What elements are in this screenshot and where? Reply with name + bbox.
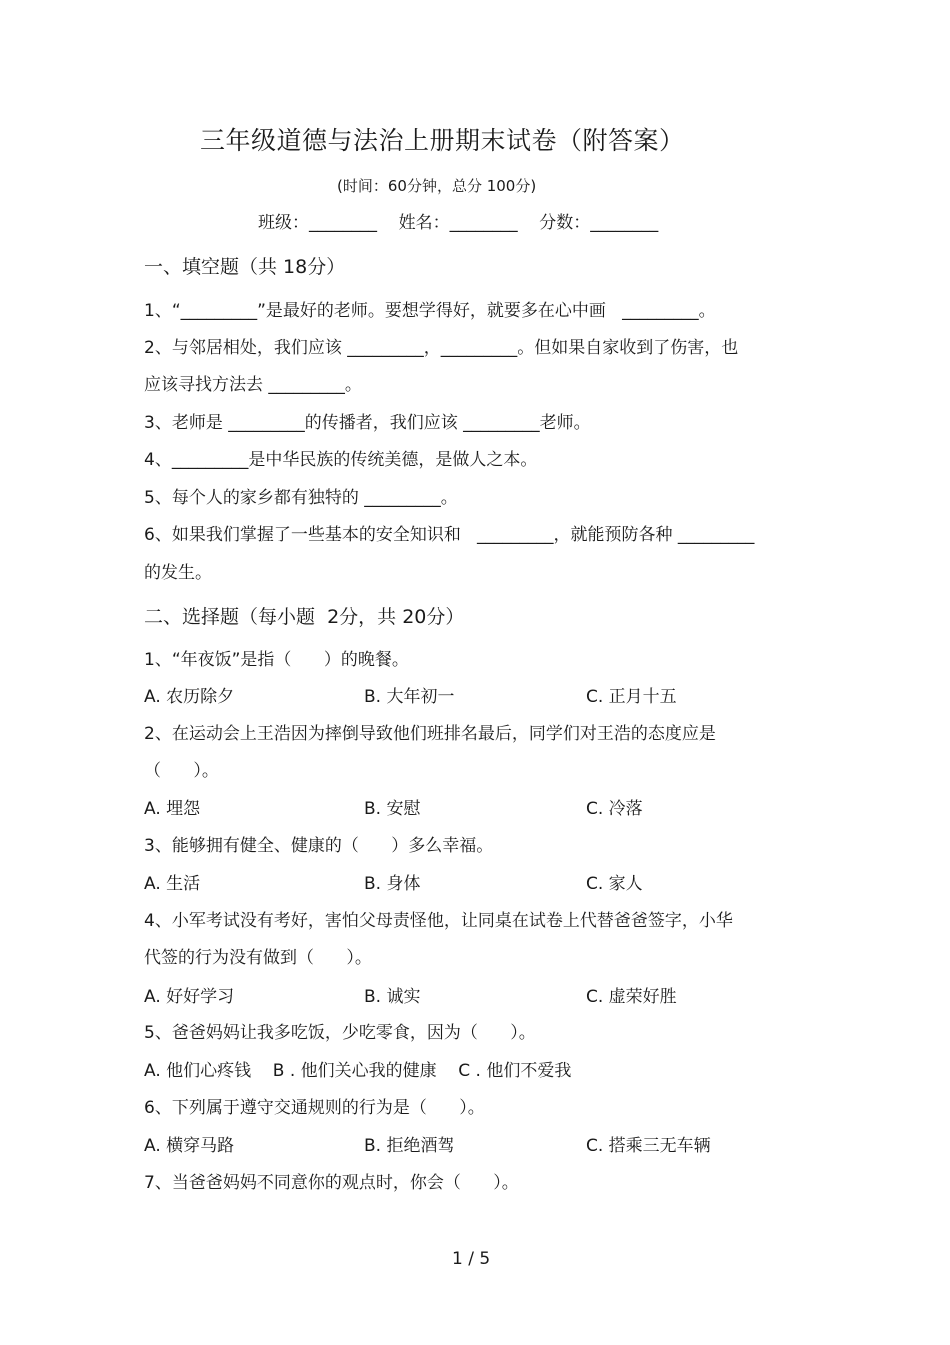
student-info-line: 班级：________ 姓名：________ 分数：________	[258, 213, 659, 233]
option-a: A. 横穿马路	[144, 1136, 235, 1156]
exam-time-note: (时间：60分钟，总分 100分)	[337, 177, 537, 195]
question-stem: 6、下列属于遵守交通规则的行为是（ ）。	[144, 1098, 485, 1118]
option-b: B. 安慰	[364, 799, 421, 819]
option-b: B. 身体	[364, 874, 421, 894]
option-a: A. 农历除夕	[144, 687, 235, 707]
question-stem-cont: （ ）。	[144, 761, 219, 781]
fill-blank-line: 4、_________是中华民族的传统美德，是做人之本。	[144, 450, 538, 470]
question-stem: 1、“年夜饭”是指（ ）的晚餐。	[144, 650, 409, 670]
fill-blank-line: 2、与邻居相处，我们应该 _________，_________。但如果自家收到了伤害，也	[144, 338, 739, 358]
fill-blank-line: 应该寻找方法去 _________。	[144, 375, 362, 395]
fill-blank-line: 5、每个人的家乡都有独特的 _________。	[144, 488, 458, 508]
option-a: A. 生活	[144, 874, 201, 894]
section-fill-blank-heading: 一、填空题（共 18分）	[144, 256, 346, 278]
option-b: B. 诚实	[364, 987, 421, 1007]
question-stem: 4、小军考试没有考好，害怕父母责怪他，让同桌在试卷上代替爸爸签字，小华	[144, 911, 733, 931]
option-c: C. 搭乘三无车辆	[586, 1136, 711, 1156]
fill-blank-line: 6、如果我们掌握了一些基本的安全知识和 _________，就能预防各种 _________	[144, 525, 755, 545]
option-c: C. 正月十五	[586, 687, 677, 707]
question-stem: 2、在运动会上王浩因为摔倒导致他们班排名最后，同学们对王浩的态度应是	[144, 724, 716, 744]
question-stem: 3、能够拥有健全、健康的（ ）多么幸福。	[144, 836, 494, 856]
page-title: 三年级道德与法治上册期末试卷（附答案）	[200, 126, 685, 155]
option-a: A. 好好学习	[144, 987, 235, 1007]
fill-blank-line: 的发生。	[144, 563, 212, 583]
option-c: C. 冷落	[586, 799, 643, 819]
fill-blank-line: 1、“_________”是最好的老师。要想学得好，就要多在心中画 _________。	[144, 301, 716, 321]
question-options: A. 他们心疼钱 B . 他们关心我的健康 C . 他们不爱我	[144, 1061, 572, 1081]
question-stem: 5、爸爸妈妈让我多吃饭，少吃零食，因为（ ）。	[144, 1023, 536, 1043]
question-stem: 7、当爸爸妈妈不同意你的观点时，你会（ ）。	[144, 1173, 519, 1193]
option-a: A. 埋怨	[144, 799, 201, 819]
option-c: C. 家人	[586, 874, 643, 894]
question-stem-cont: 代签的行为没有做到（ ）。	[144, 948, 372, 968]
option-b: B. 大年初一	[364, 687, 455, 707]
section-choice-heading: 二、选择题（每小题 2分，共 20分）	[144, 606, 465, 628]
option-b: B. 拒绝酒驾	[364, 1136, 455, 1156]
fill-blank-line: 3、老师是 _________的传播者，我们应该 _________老师。	[144, 413, 591, 433]
page-number: 1 / 5	[452, 1249, 491, 1269]
option-c: C. 虚荣好胜	[586, 987, 677, 1007]
